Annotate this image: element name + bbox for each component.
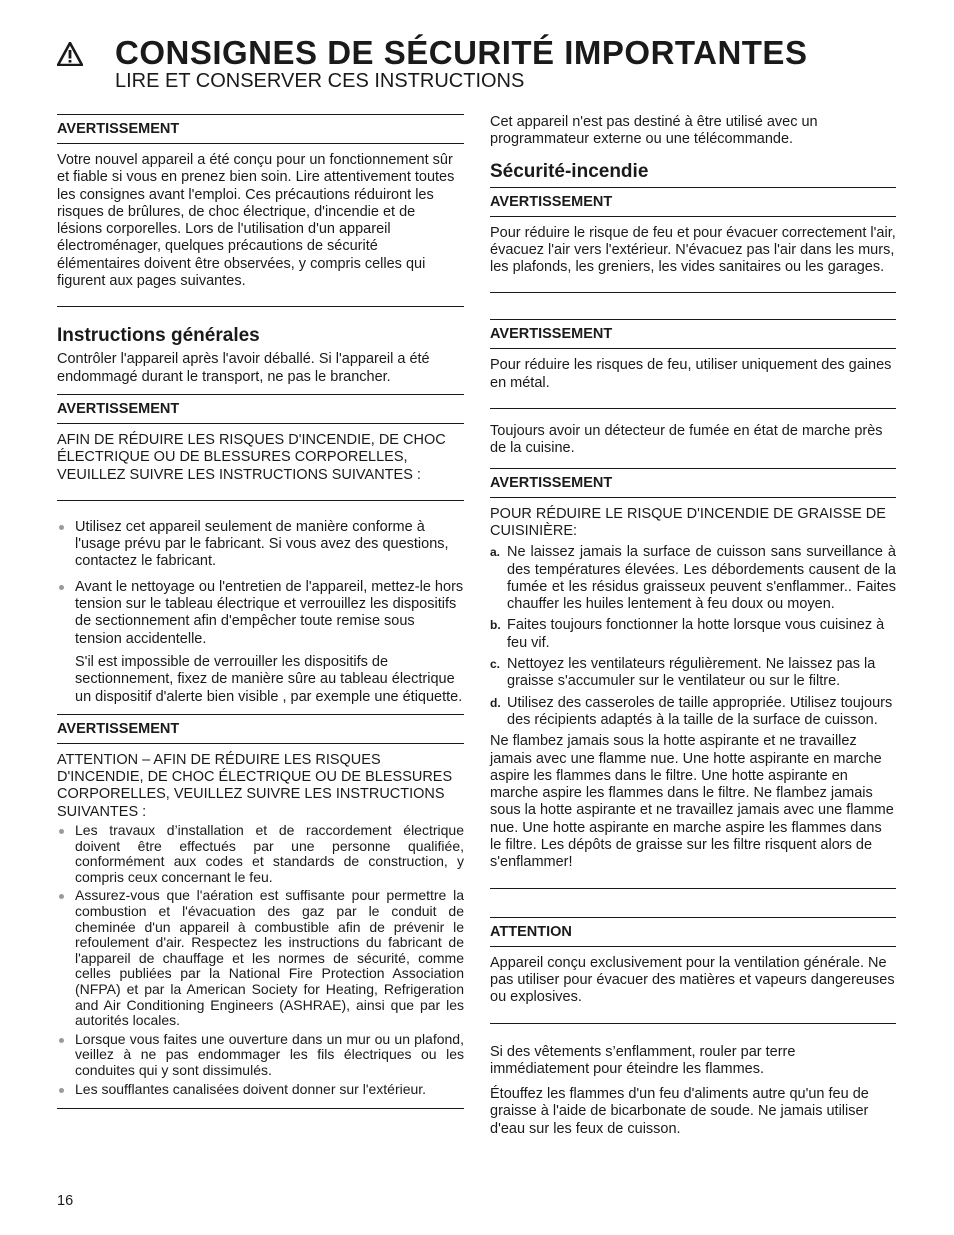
warning-heading: AVERTISSEMENT <box>490 469 896 498</box>
list-item: Les travaux d’installation et de raccordement électrique doivent être effectués par une personne qualifiée, conformément aux codes et standards de construction, y compris ceux concernant le feu. <box>57 823 464 885</box>
bullet-icon <box>59 585 64 590</box>
warning-box-exhaust <box>490 187 896 294</box>
list-item: d. Utilisez des casseroles de taille appropriée. Utilisez toujours des récipients adaptés à la taille de la surface de cuisson. <box>490 694 893 728</box>
list-item: Lorsque vous faites une ouverture dans un mur ou un plafond, veillez à ne pas endommager les fils électriques ou les conduites qui y sont dissimulés. <box>57 1032 464 1079</box>
general-bullet-list <box>57 519 464 706</box>
attention-box <box>490 917 896 1024</box>
bullet-icon <box>59 1038 64 1043</box>
grease-fire-text: Étouffez les flammes d'un feu d'aliments autre qu'un feu de graisse à l'aide de bicarbonate de soude. Ne jamais utiliser d'eau sur les feux de cuisson. <box>490 1086 869 1137</box>
flambe-warning-text: Ne flambez jamais sous la hotte aspirante et ne travaillez jamais avec une flamme nue. Une hotte aspirante en marche aspire les flammes dans le filtre. Une hotte aspirante en marche aspire les flammes dans le filtre. Ne flambez jamais sous la hotte aspirante et ne travaillez jamais avec une flamme nue. Une hotte aspirante en marche aspire les flammes dans le filtre. Les dépôts de graisse sur les filtre risquent alors de s'enflammer! <box>490 733 894 871</box>
warning-heading: AVERTISSEMENT <box>57 115 464 144</box>
right-column <box>490 114 896 1146</box>
bullet-icon <box>59 829 64 834</box>
list-item: Assurez-vous que l'aération est suffisante pour permettre la combustion et l'évacuation des gaz par le conduit de cheminée d'un appareil à combustible afin de prévenir le refoulement d'air. Respectez les instructions du fabricant de l'appareil de chauffage et les normes de sécurité, comme celles publiées par la National Fire Protection Association (NFPA) et par la American Society for Heating, Refrigeration and Air Conditioning Engineers (ASHRAE), ainsi que par les autorités locales. <box>57 888 464 1028</box>
smoke-detector-text: Toujours avoir un détecteur de fumée en état de marche près de la cuisine. <box>490 423 883 457</box>
warning-heading: AVERTISSEMENT <box>57 395 464 424</box>
attention-heading: ATTENTION <box>490 918 896 947</box>
page-number: 16 <box>57 1193 74 1209</box>
warning-text: ATTENTION – AFIN DE RÉDUIRE LES RISQUES D'INCENDIE, DE CHOC ÉLECTRIQUE OU DE BLESSURES CORPORELLES, VEUILLEZ SUIVRE LES INSTRUCTIONS SUIVANTES : <box>57 751 453 820</box>
list-item: Les soufflantes canalisées doivent donner sur l'extérieur. <box>57 1082 464 1098</box>
warning-box-care <box>57 114 464 307</box>
left-column <box>57 114 464 1119</box>
grease-fire-list <box>490 544 896 729</box>
page-title: CONSIGNES DE SÉCURITÉ IMPORTANTES <box>115 34 808 71</box>
warning-heading: AVERTISSEMENT <box>490 320 896 349</box>
list-item: Avant le nettoyage ou l'entretien de l'appareil, mettez-le hors tension sur le tableau électrique et verrouillez les dispositifs de sectionnement afin d'empêcher toute remise sous tension accidentelle. S'il est impossible de verrouiller les dispositifs de sectionnement, fixez de manière sûre au tableau électrique un dispositif d'alerte bien visible , par exemple une étiquette. <box>57 579 464 706</box>
installation-bullet-list <box>57 823 464 1097</box>
warning-heading: AVERTISSEMENT <box>57 715 464 744</box>
general-text: Contrôler l'appareil après l'avoir déballé. Si l'appareil a été endommagé durant le transport, ne pas le brancher. <box>57 351 430 385</box>
list-item: Utilisez cet appareil seulement de manière conforme à l'usage prévu par le fabricant. Si vous avez des questions, contactez le fabricant. <box>57 519 464 571</box>
bullet-icon <box>59 894 64 899</box>
warning-box-installation <box>57 714 464 1109</box>
warning-triangle-icon <box>57 42 83 66</box>
intro-text: Cet appareil n'est pas destiné à être utilisé avec un programmateur externe ou une télécommande. <box>490 114 818 148</box>
warning-text: AFIN DE RÉDUIRE LES RISQUES D'INCENDIE, DE CHOC ÉLECTRIQUE OU DE BLESSURES CORPORELLES, VEUILLEZ SUIVRE LES INSTRUCTIONS SUIVANTES : <box>57 431 446 483</box>
clothes-fire-text: Si des vêtements s’enflamment, rouler par terre immédiatement pour éteindre les flammes. <box>490 1043 796 1077</box>
attention-text: Appareil conçu exclusivement pour la ventilation générale. Ne pas utiliser pour évacuer des matières et vapeurs dangereuses ou explosives. <box>490 954 895 1006</box>
list-item: c. Nettoyez les ventilateurs régulièrement. Ne laissez pas la graisse s'accumuler sur le ventilateur ou sur le filtre. <box>490 656 876 690</box>
section-title-fire: Sécurité-incendie <box>490 160 649 182</box>
bullet-icon <box>59 525 64 530</box>
warning-text: POUR RÉDUIRE LE RISQUE D'INCENDIE DE GRAISSE DE CUISINIÈRE: <box>490 505 886 539</box>
warning-text: Votre nouvel appareil a été conçu pour un fonctionnement sûr et fiable si vous en prenez bien soin. Lire attentivement toutes les consignes avant l'emploi. Ces précautions réduiront les risques de brûlures, de choc électrique, d'incendie et de lésions corporelles. Lors de l'utilisation d'un appareil électroménager, quelques précautions de sécurité élémentaires doivent être observées, y compris celles qui figurent aux pages suivantes. <box>57 152 455 290</box>
warning-box-general <box>57 394 464 501</box>
bullet-icon <box>59 1088 64 1093</box>
warning-text: Pour réduire les risques de feu, utiliser uniquement des gaines en métal. <box>490 357 892 391</box>
bullet-extra-text: S'il est impossible de verrouiller les dispositifs de sectionnement, fixez de manière sûre au tableau électrique un dispositif d'alerte bien visible , par exemple une étiquette. <box>75 653 463 705</box>
warning-box-metal-ducts <box>490 319 896 409</box>
warning-text: Pour réduire le risque de feu et pour évacuer correctement l'air, évacuez l'air vers l'extérieur. N'évacuez pas l'air dans les murs, les plafonds, les greniers, les vides sanitaires ou les garages. <box>490 224 896 276</box>
warning-heading: AVERTISSEMENT <box>490 188 896 217</box>
page-subtitle: LIRE ET CONSERVER CES INSTRUCTIONS <box>115 70 525 92</box>
section-title-general: Instructions générales <box>57 325 260 347</box>
list-item: a. Ne laissez jamais la surface de cuisson sans surveillance à des températures élevées. Les débordements causent de la fumée et les résidus graisseux peuvent s'enflammer.. Faites chauffer les huiles lentement à feu doux ou moyen. <box>490 544 896 613</box>
warning-box-grease-fire <box>490 468 896 889</box>
list-item: b. Faites toujours fonctionner la hotte lorsque vous cuisinez à feu vif. <box>490 617 885 651</box>
